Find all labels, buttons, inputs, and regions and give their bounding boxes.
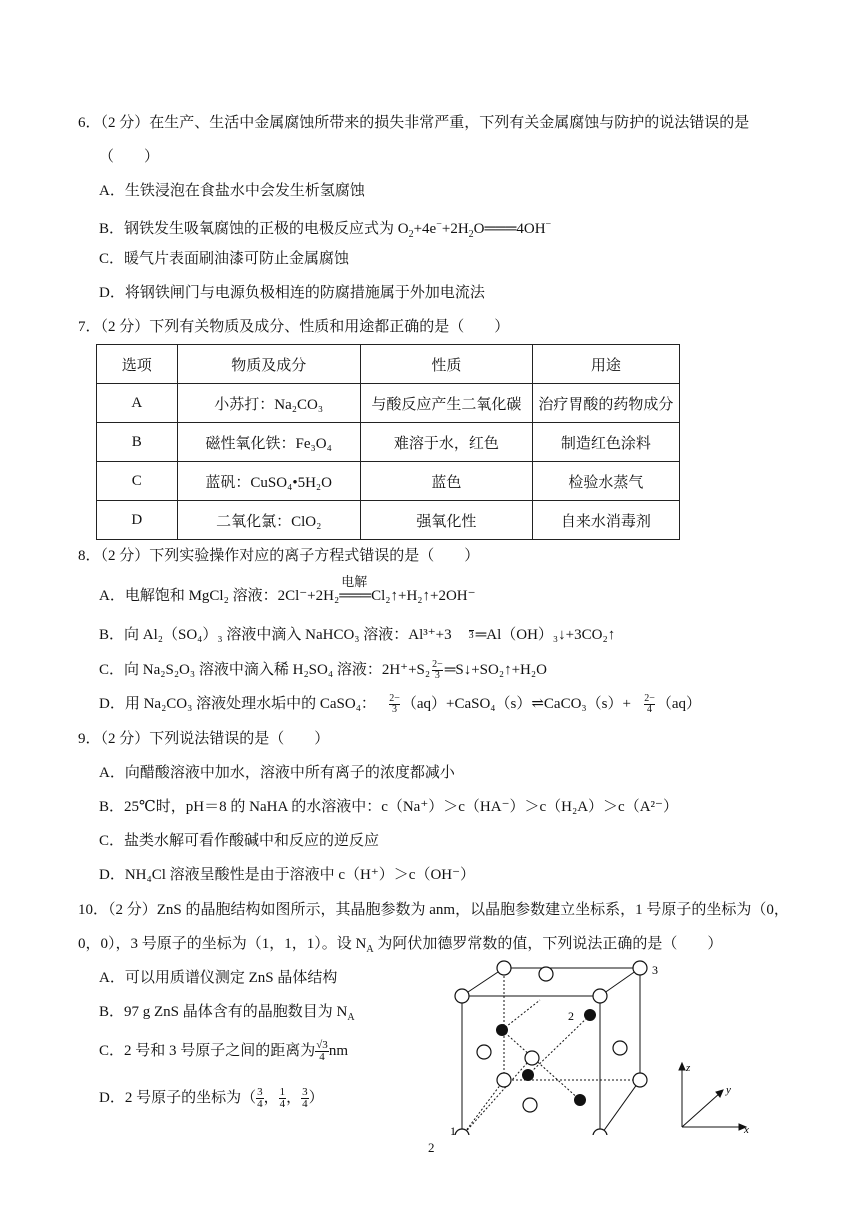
atom-label-2: 2 [568, 1009, 574, 1023]
table-cell: 蓝色 [360, 462, 532, 501]
table-cell: 自来水消毒剂 [532, 501, 679, 540]
q8-a-pre: A．电解饱和 MgCl₂ 溶液：2Cl⁻+2H₂ [99, 588, 340, 604]
table-header: 性质 [360, 345, 532, 384]
axis-z-label: z [686, 1062, 691, 1074]
coord-y-fraction: $\frac{1}{4}$ [279, 1086, 286, 1110]
table-cell: 小苏打：Na₂CO₃ [177, 384, 360, 423]
table-cell: B [97, 423, 178, 462]
table-cell: 磁性氧化铁：Fe₃O₄ [177, 423, 360, 462]
q6-option-c: C．暖气片表面刷油漆可防止金属腐蚀 [99, 251, 350, 267]
table-header-row [97, 345, 680, 384]
table-cell: D [97, 501, 178, 540]
q10-stem-line1: 10．（2 分）ZnS 的晶胞结构如图所示，其晶胞参数为 anm，以晶胞参数建立坐标系，1 号原子的坐标为（0， [78, 902, 789, 918]
q8-c-post: ═S↓+SO₂↑+H₂O [444, 662, 547, 678]
table-cell: C [97, 462, 178, 501]
q6-b-eq3: O═══4OH [473, 221, 546, 237]
q10-option-c: C．2 号和 3 号原子之间的距离为 $\frac{√3}{4}$ nm [99, 1039, 348, 1063]
q10-option-d: D．2 号原子的坐标为（ $\frac{3}{4}$ ， $\frac{1}{4}$ ， $\frac{3}{4}$ ） [99, 1086, 324, 1110]
q8-d-post: （aq） [656, 696, 702, 712]
q8-b-post: ═Al（OH）₃↓+3CO₂↑ [475, 627, 616, 643]
electrolysis-arrow: 电解 ═══ [339, 574, 372, 604]
q10-option-b: B．97 g ZnS 晶体含有的晶胞数目为 $N_A$ [99, 1004, 355, 1023]
q8-d-frac2: $\frac{2-}{4}$ [644, 693, 655, 716]
q8-b-pre: B．向 Al₂（SO₄）₃ 溶液中滴入 NaHCO₃ 溶液：Al³⁺+3 [99, 627, 452, 643]
table-header: 物质及成分 [177, 345, 360, 384]
q8-option-b [99, 625, 615, 645]
table-row [97, 501, 680, 540]
atom-label-1: 1 [450, 1124, 456, 1135]
table-cell: 治疗胃酸的药物成分 [532, 384, 679, 423]
table-cell: 二氧化氯：ClO₂ [177, 501, 360, 540]
table-header: 选项 [97, 345, 178, 384]
q8-c-frac: $\frac{2-}{3}$ [432, 659, 443, 682]
zns-unit-cell-diagram [440, 950, 665, 1135]
atom-label-3: 3 [652, 963, 658, 977]
q9-option-c: C．盐类水解可看作酸碱中和反应的逆反应 [99, 833, 380, 849]
q8-stem: 8．（2 分）下列实验操作对应的离子方程式错误的是（ ） [78, 548, 480, 564]
coordinate-axes-diagram [670, 1055, 760, 1135]
axis-y-label: y [726, 1084, 731, 1096]
q9-option-b: B．25℃时，pH＝8 的 NaHA 的水溶液中：c（Na⁺）＞c（HA⁻）＞c（H₂A）＞c（A²⁻） [99, 799, 678, 815]
q6-option-b: B．钢铁发生吸氧腐蚀的正极的电极反应式为 $O_2+4e^-+2H_2O═══4OH^-$ [99, 219, 552, 240]
q6-option-a: A．生铁浸泡在食盐水中会发生析氢腐蚀 [99, 183, 365, 199]
page-number: 2 [428, 1140, 435, 1155]
table-row [97, 423, 680, 462]
table-cell: A [97, 384, 178, 423]
q8-d-mid: （aq）+CaSO₄（s）⇌CaCO₃（s）+ [401, 696, 631, 712]
table-cell: 制造红色涂料 [532, 423, 679, 462]
axis-x-label: x [744, 1124, 749, 1135]
coord-z-fraction: $\frac{3}{4}$ [302, 1086, 308, 1110]
q10-stem-line2: 0，0），3 号原子的坐标为（1，1，1）。设 $N_A$ 为阿伏加德罗常数的值，下列说法正确的是（ ） [78, 936, 723, 955]
q6-stem: 6．（2 分）在生产、生活中金属腐蚀所带来的损失非常严重，下列有关金属腐蚀与防护的说法错误的是 [78, 115, 750, 131]
q9-stem: 9．（2 分）下列说法错误的是（ ） [78, 731, 330, 747]
table-cell: 与酸反应产生二氧化碳 [360, 384, 532, 423]
electrolysis-label: 电解 [341, 574, 368, 589]
q6-b-eq: +4e [413, 221, 437, 237]
q8-c-pre: C．向 Na₂S₂O₃ 溶液中滴入稀 H₂SO₄ 溶液：2H⁺+S₂ [99, 662, 431, 678]
q8-d-pre: D．用 Na₂CO₃ 溶液处理水垢中的 CaSO₄： [99, 696, 376, 712]
q6-b-text: B．钢铁发生吸氧腐蚀的正极的电极反应式为 O [99, 221, 409, 237]
q7-stem: 7．（2 分）下列有关物质及成分、性质和用途都正确的是（ ） [78, 319, 510, 335]
distance-fraction: $\frac{√3}{4}$ [316, 1039, 328, 1063]
q9-option-d: D．NH₄Cl 溶液呈酸性是由于溶液中 c（H⁺）＞c（OH⁻） [99, 867, 476, 883]
q7-table [96, 344, 680, 540]
q8-d-frac1: $\frac{2-}{3}$ [389, 693, 400, 716]
table-row [97, 384, 680, 423]
table-cell: 难溶于水，红色 [360, 423, 532, 462]
q8-b-frac: 3 [468, 630, 474, 642]
q8-option-c [99, 660, 547, 681]
table-cell: 强氧化性 [360, 501, 532, 540]
table-cell: 检验水蒸气 [532, 462, 679, 501]
q8-option-d [99, 694, 701, 715]
table-cell: 蓝矾：CuSO₄•5H₂O [177, 462, 360, 501]
q6-b-eq2: +2H [441, 221, 469, 237]
q8-a-post: Cl₂↑+H₂↑+2OH⁻ [371, 588, 476, 604]
q6-option-d: D．将钢铁闸门与电源负极相连的防腐措施属于外加电流法 [99, 285, 485, 301]
q6-paren: （ ） [99, 149, 160, 165]
coord-x-fraction: $\frac{3}{4}$ [257, 1086, 263, 1110]
q9-option-a: A．向醋酸溶液中加水，溶液中所有离子的浓度都减小 [99, 765, 455, 781]
table-header: 用途 [532, 345, 679, 384]
q10-option-a: A．可以用质谱仪测定 ZnS 晶体结构 [99, 970, 338, 986]
table-row [97, 462, 680, 501]
q8-option-a [99, 574, 476, 606]
